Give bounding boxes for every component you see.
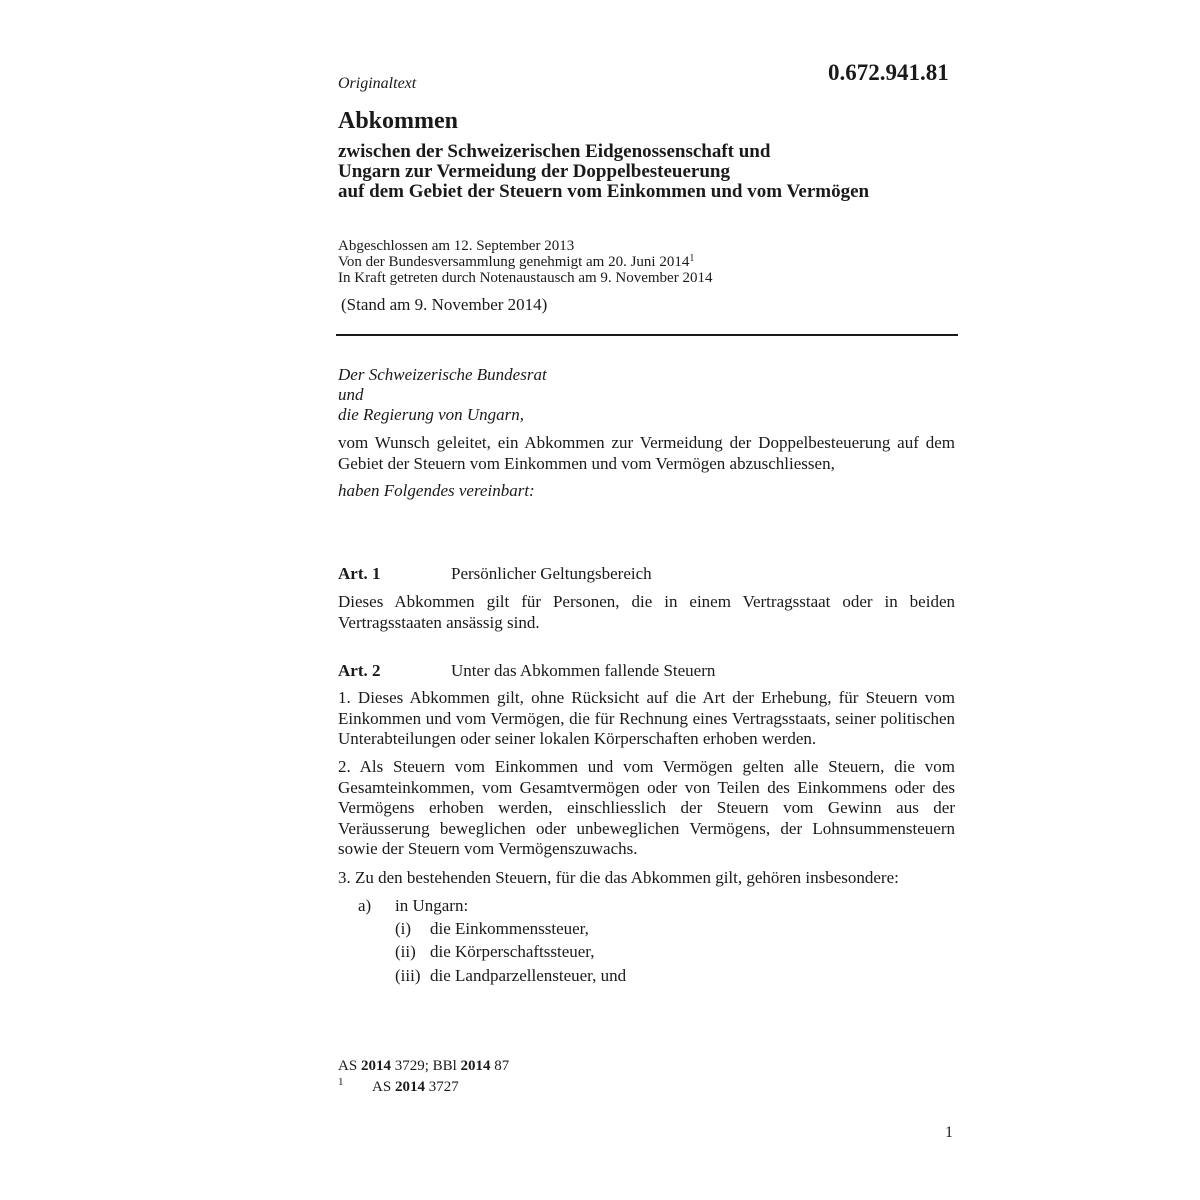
document-meta: [338, 238, 712, 286]
preamble-desire: vom Wunsch geleitet, ein Abkommen zur Vermeidung der Doppelbesteuerung auf dem Gebiet der Steuern vom Einkommen und vom Vermögen abzuschliessen,: [338, 433, 955, 473]
sublist-marker: (iii): [395, 966, 421, 985]
article-title: Unter das Abkommen fallende Steuern: [451, 661, 716, 680]
ref-year: 2014: [460, 1058, 491, 1074]
ref-year: 2014: [394, 1079, 425, 1095]
ref-prefix: AS: [372, 1079, 392, 1095]
ref-year: 2014: [360, 1058, 391, 1074]
article-paragraph: 1. Dieses Abkommen gilt, ohne Rücksicht auf die Art der Erhebung, für Steuern vom Einkommen und vom Vermögen, die für Rechnung eines Vertragsstaats, seiner politischen Unterabteilungen oder seiner lokalen Körperschaften erhoben werden.: [338, 688, 955, 748]
sublist-marker: (ii): [395, 942, 416, 961]
article-paragraph: 2. Als Steuern vom Einkommen und vom Vermögen gelten alle Steuern, die vom Gesamteinkommen, vom Gesamtvermögen oder von Teilen des Einkommens oder des Vermögens erhoben werden, einschliesslich der Steuern vom Gewinn aus der Veräusserung beweglichen oder unbeweglichen Vermögens, der Lohnsummensteuern sowie der Steuern vom Vermögenszuwachs.: [338, 757, 955, 858]
party-line: die Regierung von Ungarn,: [338, 405, 525, 424]
ref-page: 87: [494, 1058, 510, 1074]
article-title: Persönlicher Geltungsbereich: [451, 564, 652, 583]
party-line: und: [338, 385, 364, 404]
document-subtitle: [338, 142, 869, 202]
ref-page: 3727: [428, 1079, 459, 1095]
article-paragraph: Dieses Abkommen gilt für Personen, die in einem Vertragsstaat oder in beiden Vertragsstaaten ansässig sind.: [338, 592, 955, 632]
article-paragraph: 3. Zu den bestehenden Steuern, für die das Abkommen gilt, gehören insbesondere:: [338, 868, 899, 887]
document-title: Abkommen: [338, 108, 459, 134]
sublist-item: die Landparzellensteuer, und: [430, 966, 627, 985]
contracting-parties: [338, 365, 547, 425]
approval-line: [338, 254, 712, 270]
sublist-item: die Einkommenssteuer,: [430, 919, 589, 938]
preamble-agreed: haben Folgendes vereinbart:: [338, 481, 535, 500]
subtitle-line: zwischen der Schweizerischen Eidgenossenschaft und: [338, 141, 771, 162]
ref-page: 3729; BBl: [394, 1058, 457, 1074]
original-text-label: Originaltext: [338, 75, 417, 92]
sr-number: 0.672.941.81: [828, 60, 949, 85]
list-marker: a): [358, 896, 372, 915]
sublist-item: die Körperschaftssteuer,: [430, 942, 595, 961]
ref-prefix: AS: [338, 1058, 358, 1074]
article-number: Art. 1: [338, 564, 381, 583]
page-number: 1: [945, 1124, 953, 1141]
subtitle-line: auf dem Gebiet der Steuern vom Einkommen und vom Vermögen: [338, 181, 870, 202]
subtitle-line: Ungarn zur Vermeidung der Doppelbesteuerung: [338, 161, 730, 182]
party-line: Der Schweizerische Bundesrat: [338, 365, 547, 384]
approved-date: Von der Bundesversammlung genehmigt am 20. Juni 2014: [338, 254, 690, 270]
source-reference: [338, 1058, 509, 1075]
sublist-marker: (i): [395, 919, 412, 938]
footnote-text: [372, 1079, 459, 1096]
article-number: Art. 2: [338, 661, 381, 680]
in-force-date: In Kraft getreten durch Notenaustausch am 9. November 2014: [338, 270, 713, 286]
status-date: (Stand am 9. November 2014): [341, 295, 548, 314]
footnote-ref[interactable]: 1: [689, 253, 695, 264]
list-item-text: in Ungarn:: [395, 896, 469, 915]
footnote-marker: 1: [338, 1076, 344, 1088]
header-divider: [336, 334, 958, 336]
concluded-date: Abgeschlossen am 12. September 2013: [338, 238, 575, 254]
